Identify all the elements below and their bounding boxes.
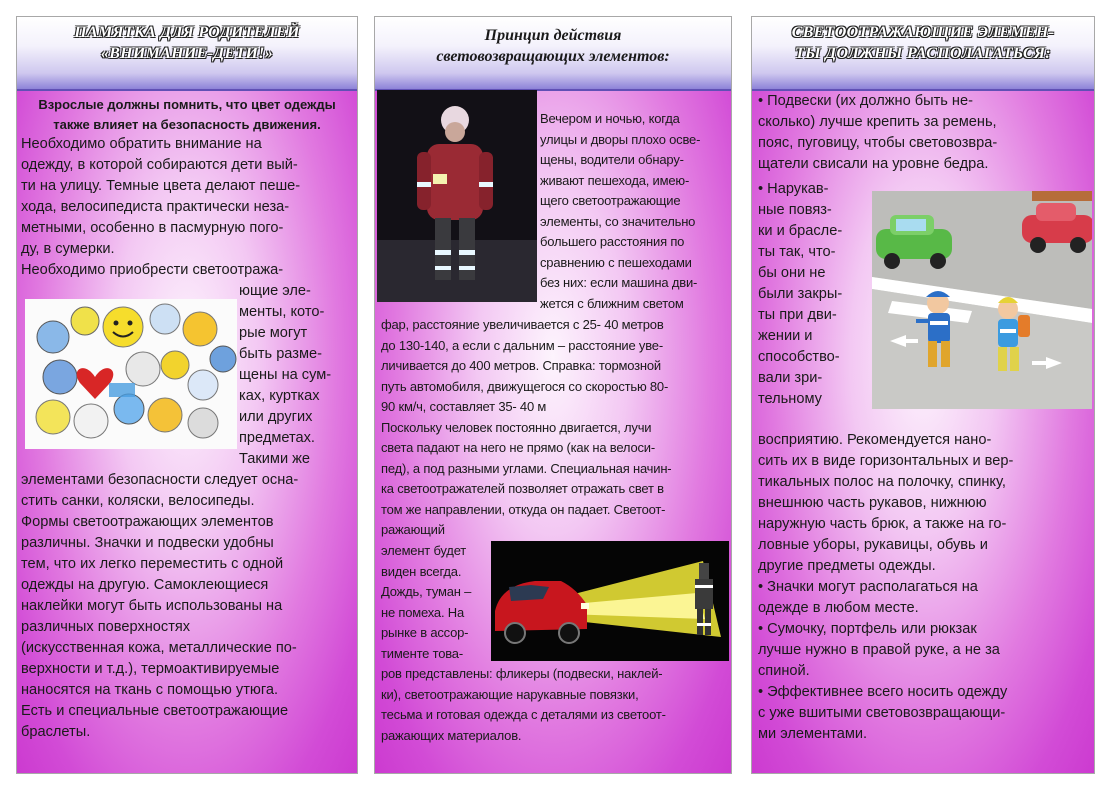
- panel-2-header: [375, 17, 731, 91]
- text-line: одежду, в которой собираются дети вый-: [21, 157, 298, 173]
- text-line: жении и: [758, 328, 813, 344]
- text-line: сравнению с пешеходами: [540, 254, 692, 270]
- text-line: элементы, со значительно: [540, 213, 696, 229]
- panel-3-text-top: [758, 91, 997, 175]
- text-line: рынке в ассор-: [381, 625, 469, 640]
- panel-1-text-wrap: [239, 281, 331, 470]
- text-line: Необходимо приобрести светоотража-: [21, 262, 284, 278]
- panel-1-title-line-1: ПАМЯТКА ДЛЯ РОДИТЕЛЕЙ: [74, 24, 300, 41]
- text-line: хода, велосипедиста практически неза-: [21, 199, 290, 215]
- text-line: одежды на другую. Самоклеющиеся: [21, 577, 269, 593]
- text-line: Есть и специальные светоотражающие: [21, 703, 289, 719]
- text-line: ров представлены: фликеры (подвески, наклей-: [381, 666, 663, 681]
- text-line: жется с ближним светом: [540, 295, 684, 311]
- panel-1-text-bottom: [21, 470, 298, 743]
- text-line: большего расстояния по: [540, 234, 685, 249]
- text-line: Формы светоотражающих элементов: [21, 514, 274, 530]
- text-line: ки и брасле-: [758, 223, 843, 239]
- text-line: лучше нужно в правой руке, а не за: [758, 642, 1000, 658]
- text-line: Такими же: [239, 451, 311, 467]
- text-line: способство-: [758, 349, 840, 365]
- text-line: тесьма и готовая одежда с деталями из светоот-: [381, 707, 666, 722]
- text-line: тельному: [758, 391, 822, 407]
- text-line: ду, в сумерки.: [21, 241, 115, 257]
- text-line: сколько) лучше крепить за ремень,: [758, 114, 997, 130]
- panel-3-text-bottom: [758, 430, 1013, 745]
- panel-3-text-wrap: [758, 179, 842, 410]
- panel-1-text-top: [21, 134, 300, 281]
- text-line: элементами безопасности следует осна-: [21, 472, 299, 488]
- text-line: бы они не: [758, 265, 826, 281]
- text-line: том же направлении, откуда он падает. Светоот-: [381, 501, 666, 517]
- text-line: ные повяз-: [758, 202, 832, 218]
- text-line: ми элементами.: [758, 726, 868, 742]
- text-line: рые могут: [239, 325, 308, 341]
- text-line: восприятию. Рекомендуется нано-: [758, 432, 992, 448]
- text-line: ловные уборы, рукавицы, обувь и: [758, 537, 988, 553]
- text-line: • Подвески (их должно быть не-: [758, 93, 973, 109]
- panel-3-title-line-2: ТЫ ДОЛЖНЫ РАСПОЛАГАТЬСЯ:: [795, 45, 1051, 62]
- text-line: верхности и т.д.), термоактивируемые: [21, 661, 280, 677]
- text-line: улицы и дворы плохо осве-: [540, 131, 701, 147]
- panel-operating-principle: [374, 16, 732, 774]
- text-line: различных поверхностях: [21, 619, 191, 635]
- text-line: сить их в виде горизонтальных и вер-: [758, 453, 1014, 469]
- panel-1-title-line-2: «ВНИМАНИЕ-ДЕТИ!»: [100, 45, 274, 62]
- text-line: до 130-140, а если с дальним – расстояние уве-: [381, 337, 663, 353]
- text-line: браслеты.: [21, 724, 91, 740]
- text-line: были закры-: [758, 286, 843, 302]
- text-line: щены, водители обнару-: [540, 152, 684, 167]
- text-line: тименте това-: [381, 645, 463, 661]
- panel-2-title-line-1: Принцип действия: [484, 27, 622, 44]
- text-line: Вечером и ночью, когда: [540, 111, 680, 126]
- text-line: не помеха. На: [381, 604, 464, 620]
- text-line: ражающий: [381, 522, 445, 537]
- children-crossing-illustration: [872, 191, 1092, 409]
- text-line: стить санки, коляски, велосипеды.: [21, 493, 255, 509]
- text-line: ражающих материалов.: [381, 727, 522, 743]
- text-line: ка светоотражателей позволяет отражать свет в: [381, 481, 664, 496]
- panel-2-title-line-2: световозвращающих элементов:: [436, 48, 670, 65]
- text-line: Необходимо обратить внимание на: [21, 136, 262, 152]
- text-line: предметах.: [239, 430, 315, 446]
- text-line: • Нарукав-: [758, 181, 829, 197]
- text-line: Поскольку человек постоянно двигается, лучи: [381, 419, 652, 435]
- text-line: тикальных полос на полочку, спинку,: [758, 474, 1006, 490]
- text-line: (искусственная кожа, металлические по-: [21, 640, 297, 656]
- text-line: живают пешехода, имею-: [540, 172, 690, 188]
- text-line: ках, куртках: [239, 388, 320, 404]
- text-line: ты так, что-: [758, 244, 836, 260]
- text-line: фар, расстояние увеличивается с 25- 40 метров: [381, 317, 664, 332]
- panel-1-header: [17, 17, 357, 91]
- panel-placement-rules: [751, 16, 1095, 774]
- text-line: света падают на него не прямо (как на велоси-: [381, 440, 655, 455]
- panel-2-text-wrap-2: [381, 541, 471, 664]
- panel-2-text-wrap: [540, 109, 700, 314]
- text-line: Дождь, туман –: [381, 584, 472, 599]
- text-line: ты при дви-: [758, 307, 837, 323]
- reflector-badges-photo: [25, 299, 237, 449]
- text-line: спиной.: [758, 663, 810, 679]
- text-line: менты, кото-: [239, 304, 325, 320]
- panel-3-header: [752, 17, 1094, 91]
- text-line: щены на сум-: [239, 367, 332, 383]
- text-line: элемент будет: [381, 543, 467, 558]
- text-line: • Значки могут располагаться на: [758, 579, 978, 595]
- text-line: вали зри-: [758, 370, 823, 386]
- panel-2-text-bottom: [381, 664, 666, 746]
- panel-1-intro-line-2: также влияет на безопасность движения.: [53, 117, 321, 132]
- text-line: наружную часть брюк, а также на го-: [758, 516, 1007, 532]
- panel-parents-memo: [16, 16, 358, 774]
- car-headlights-photo: [491, 541, 729, 661]
- text-line: тем, что их легко переместить с одной: [21, 556, 284, 572]
- text-line: • Сумочку, портфель или рюкзак: [758, 621, 977, 637]
- text-line: внешнюю часть рукавов, нижнюю: [758, 495, 987, 511]
- text-line: ющие эле-: [239, 283, 311, 299]
- text-line: без них: если машина дви-: [540, 275, 698, 290]
- text-line: виден всегда.: [381, 563, 462, 579]
- text-line: 90 км/ч, составляет 35- 40 м: [381, 399, 547, 414]
- text-line: личивается до 400 метров. Справка: тормозной: [381, 358, 661, 373]
- panel-3-title-line-1: СВЕТООТРАЖАЮЩИЕ ЭЛЕМЕН-: [791, 24, 1055, 41]
- text-line: наклейки могут быть использованы на: [21, 598, 283, 614]
- text-line: щатели свисали на уровне бедра.: [758, 156, 989, 172]
- panel-2-text-mid: [381, 315, 671, 541]
- text-line: различны. Значки и подвески удобны: [21, 535, 274, 551]
- text-line: пед), а под разными углами. Специальная начин-: [381, 460, 672, 476]
- text-line: другие предметы одежды.: [758, 558, 936, 574]
- text-line: наносятся на ткань с помощью утюга.: [21, 682, 279, 698]
- text-line: быть разме-: [239, 346, 322, 362]
- text-line: метными, особенно в пасмурную пого-: [21, 220, 284, 236]
- text-line: • Эффективнее всего носить одежду: [758, 684, 1008, 700]
- text-line: пояс, пуговицу, чтобы световозвра-: [758, 135, 998, 151]
- child-night-reflectors-photo: [377, 90, 537, 302]
- text-line: или других: [239, 409, 313, 425]
- panel-1-intro-line-1: Взрослые должны помнить, что цвет одежды: [38, 97, 336, 112]
- text-line: с уже вшитыми световозвращающи-: [758, 705, 1006, 721]
- text-line: щего светоотражающие: [540, 193, 681, 208]
- text-line: одежде в любом месте.: [758, 600, 919, 616]
- text-line: путь автомобиля, движущегося со скоростью 80-: [381, 378, 669, 394]
- text-line: ки), светоотражающие нарукавные повязки,: [381, 686, 639, 702]
- text-line: ти на улицу. Темные цвета делают пеше-: [21, 178, 301, 194]
